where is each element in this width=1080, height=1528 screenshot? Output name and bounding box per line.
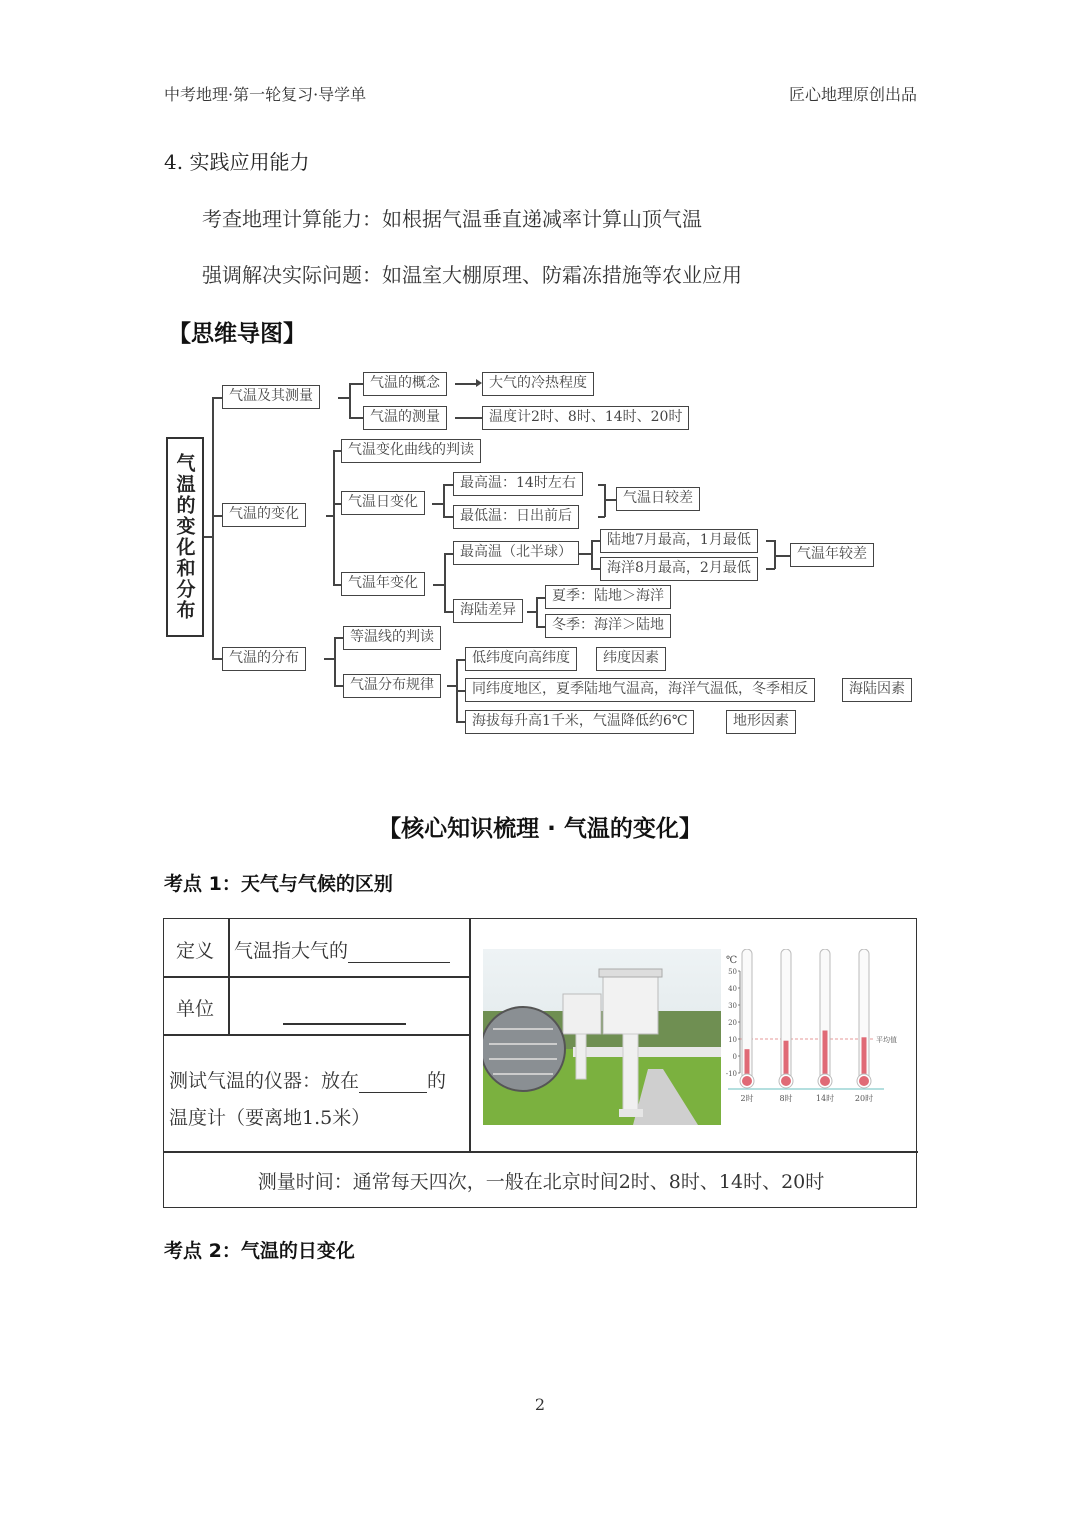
node-annual-range: 气温年较差 bbox=[790, 543, 874, 567]
thermometer-chart bbox=[724, 949, 909, 1129]
node-daily-max: 最高温：14时左右 bbox=[453, 472, 583, 496]
y-tick-label: 10 bbox=[728, 1036, 737, 1044]
node-measurement-def: 温度计2时、8时、14时、20时 bbox=[482, 406, 689, 430]
practice-line-1: 考查地理计算能力：如根据气温垂直递减率计算山顶气温 bbox=[202, 207, 702, 231]
core-title: 【核心知识梳理 · 气温的变化】 bbox=[378, 816, 702, 842]
average-label: 平均值 bbox=[876, 1036, 897, 1044]
y-tick-label: -10 bbox=[725, 1070, 737, 1078]
node-daily: 气温日变化 bbox=[341, 491, 425, 515]
node-concept-def: 大气的冷热程度 bbox=[482, 372, 594, 396]
node-land-max: 陆地7月最高，1月最低 bbox=[600, 529, 758, 553]
mindmap-root: 气温的变化和分布 bbox=[166, 437, 204, 637]
instrument-text-b: 的 bbox=[427, 1070, 447, 1092]
header-right: 匠心地理原创出品 bbox=[788, 85, 917, 104]
unit-blank bbox=[283, 1023, 406, 1025]
def-cell bbox=[234, 936, 450, 963]
thermometer-bulb bbox=[781, 1076, 791, 1086]
thermometer-bulb bbox=[859, 1076, 869, 1086]
x-tick-label: 8时 bbox=[779, 1094, 793, 1103]
page-number: 2 bbox=[534, 1395, 546, 1414]
thermometer-bulb bbox=[820, 1076, 830, 1086]
node-daily-min: 最低温：日出前后 bbox=[453, 505, 579, 529]
practice-line-2: 强调解决实际问题：如温室大棚原理、防霜冻措施等农业应用 bbox=[202, 263, 742, 287]
node-summer: 夏季：陆地＞海洋 bbox=[545, 585, 671, 609]
def-blank bbox=[348, 942, 450, 963]
x-tick-label: 20时 bbox=[854, 1094, 874, 1103]
instrument-blank bbox=[359, 1072, 427, 1093]
node-isotherm: 等温线的判读 bbox=[343, 626, 441, 650]
node-distribution: 气温的分布 bbox=[222, 647, 306, 671]
node-daily-range: 气温日较差 bbox=[616, 487, 700, 511]
x-tick-label: 2时 bbox=[740, 1094, 754, 1103]
node-curve: 气温变化曲线的判读 bbox=[341, 439, 481, 463]
y-tick-label: 0 bbox=[732, 1053, 737, 1061]
practice-heading: 4. 实践应用能力 bbox=[164, 150, 310, 174]
node-sea-rule: 同纬度地区，夏季陆地气温高，海洋气温低，冬季相反 bbox=[465, 678, 815, 702]
y-tick-label: 50 bbox=[728, 968, 737, 976]
knowledge-table bbox=[163, 918, 917, 1208]
node-winter: 冬季：海洋＞陆地 bbox=[545, 614, 671, 638]
thermometer-bulb bbox=[742, 1076, 752, 1086]
thermometer-bar bbox=[862, 1037, 867, 1079]
node-change: 气温的变化 bbox=[222, 503, 306, 527]
y-tick-label: 30 bbox=[728, 1002, 737, 1010]
thermometer-bar bbox=[823, 1031, 828, 1080]
node-law: 气温分布规律 bbox=[343, 674, 441, 698]
node-concept: 气温的概念 bbox=[363, 372, 447, 396]
instrument-text-a: 测试气温的仪器：放在 bbox=[169, 1070, 360, 1092]
thermometer-bar bbox=[784, 1041, 789, 1079]
y-tick-label: 20 bbox=[728, 1019, 737, 1027]
kp2-title: 考点 2：气温的日变化 bbox=[164, 1240, 355, 1262]
node-measure: 气温及其测量 bbox=[222, 385, 320, 409]
header-left: 中考地理·第一轮复习·导学单 bbox=[164, 85, 367, 104]
x-tick-label: 14时 bbox=[815, 1094, 835, 1103]
node-lat-rule: 低纬度向高纬度 bbox=[465, 647, 577, 671]
unit-label: ℃ bbox=[726, 955, 738, 966]
node-land-sea: 海陆差异 bbox=[453, 599, 523, 623]
node-annual: 气温年变化 bbox=[341, 572, 425, 596]
node-measurement: 气温的测量 bbox=[363, 406, 447, 430]
instrument-line-2: 温度计（要离地1.5米） bbox=[169, 1107, 371, 1129]
node-annual-max: 最高温（北半球） bbox=[453, 541, 579, 565]
unit-label: 单位 bbox=[176, 998, 215, 1020]
node-alt-factor: 地形因素 bbox=[726, 710, 796, 734]
node-sea-max: 海洋8月最高，2月最低 bbox=[600, 557, 758, 581]
node-lat-factor: 纬度因素 bbox=[596, 647, 666, 671]
weather-station-photo bbox=[483, 949, 721, 1125]
y-tick-label: 40 bbox=[728, 985, 737, 993]
def-text: 气温指大气的 bbox=[234, 940, 349, 962]
instrument-line-1 bbox=[169, 1066, 446, 1093]
node-sea-factor: 海陆因素 bbox=[842, 678, 912, 702]
mindmap-title: 【思维导图】 bbox=[168, 321, 306, 347]
def-label: 定义 bbox=[176, 940, 215, 962]
node-alt-rule: 海拔每升高1千米，气温降低约6℃ bbox=[465, 710, 694, 734]
kp1-title: 考点 1：天气与气候的区别 bbox=[164, 873, 393, 895]
measure-time: 测量时间：通常每天四次，一般在北京时间2时、8时、14时、20时 bbox=[257, 1171, 825, 1193]
